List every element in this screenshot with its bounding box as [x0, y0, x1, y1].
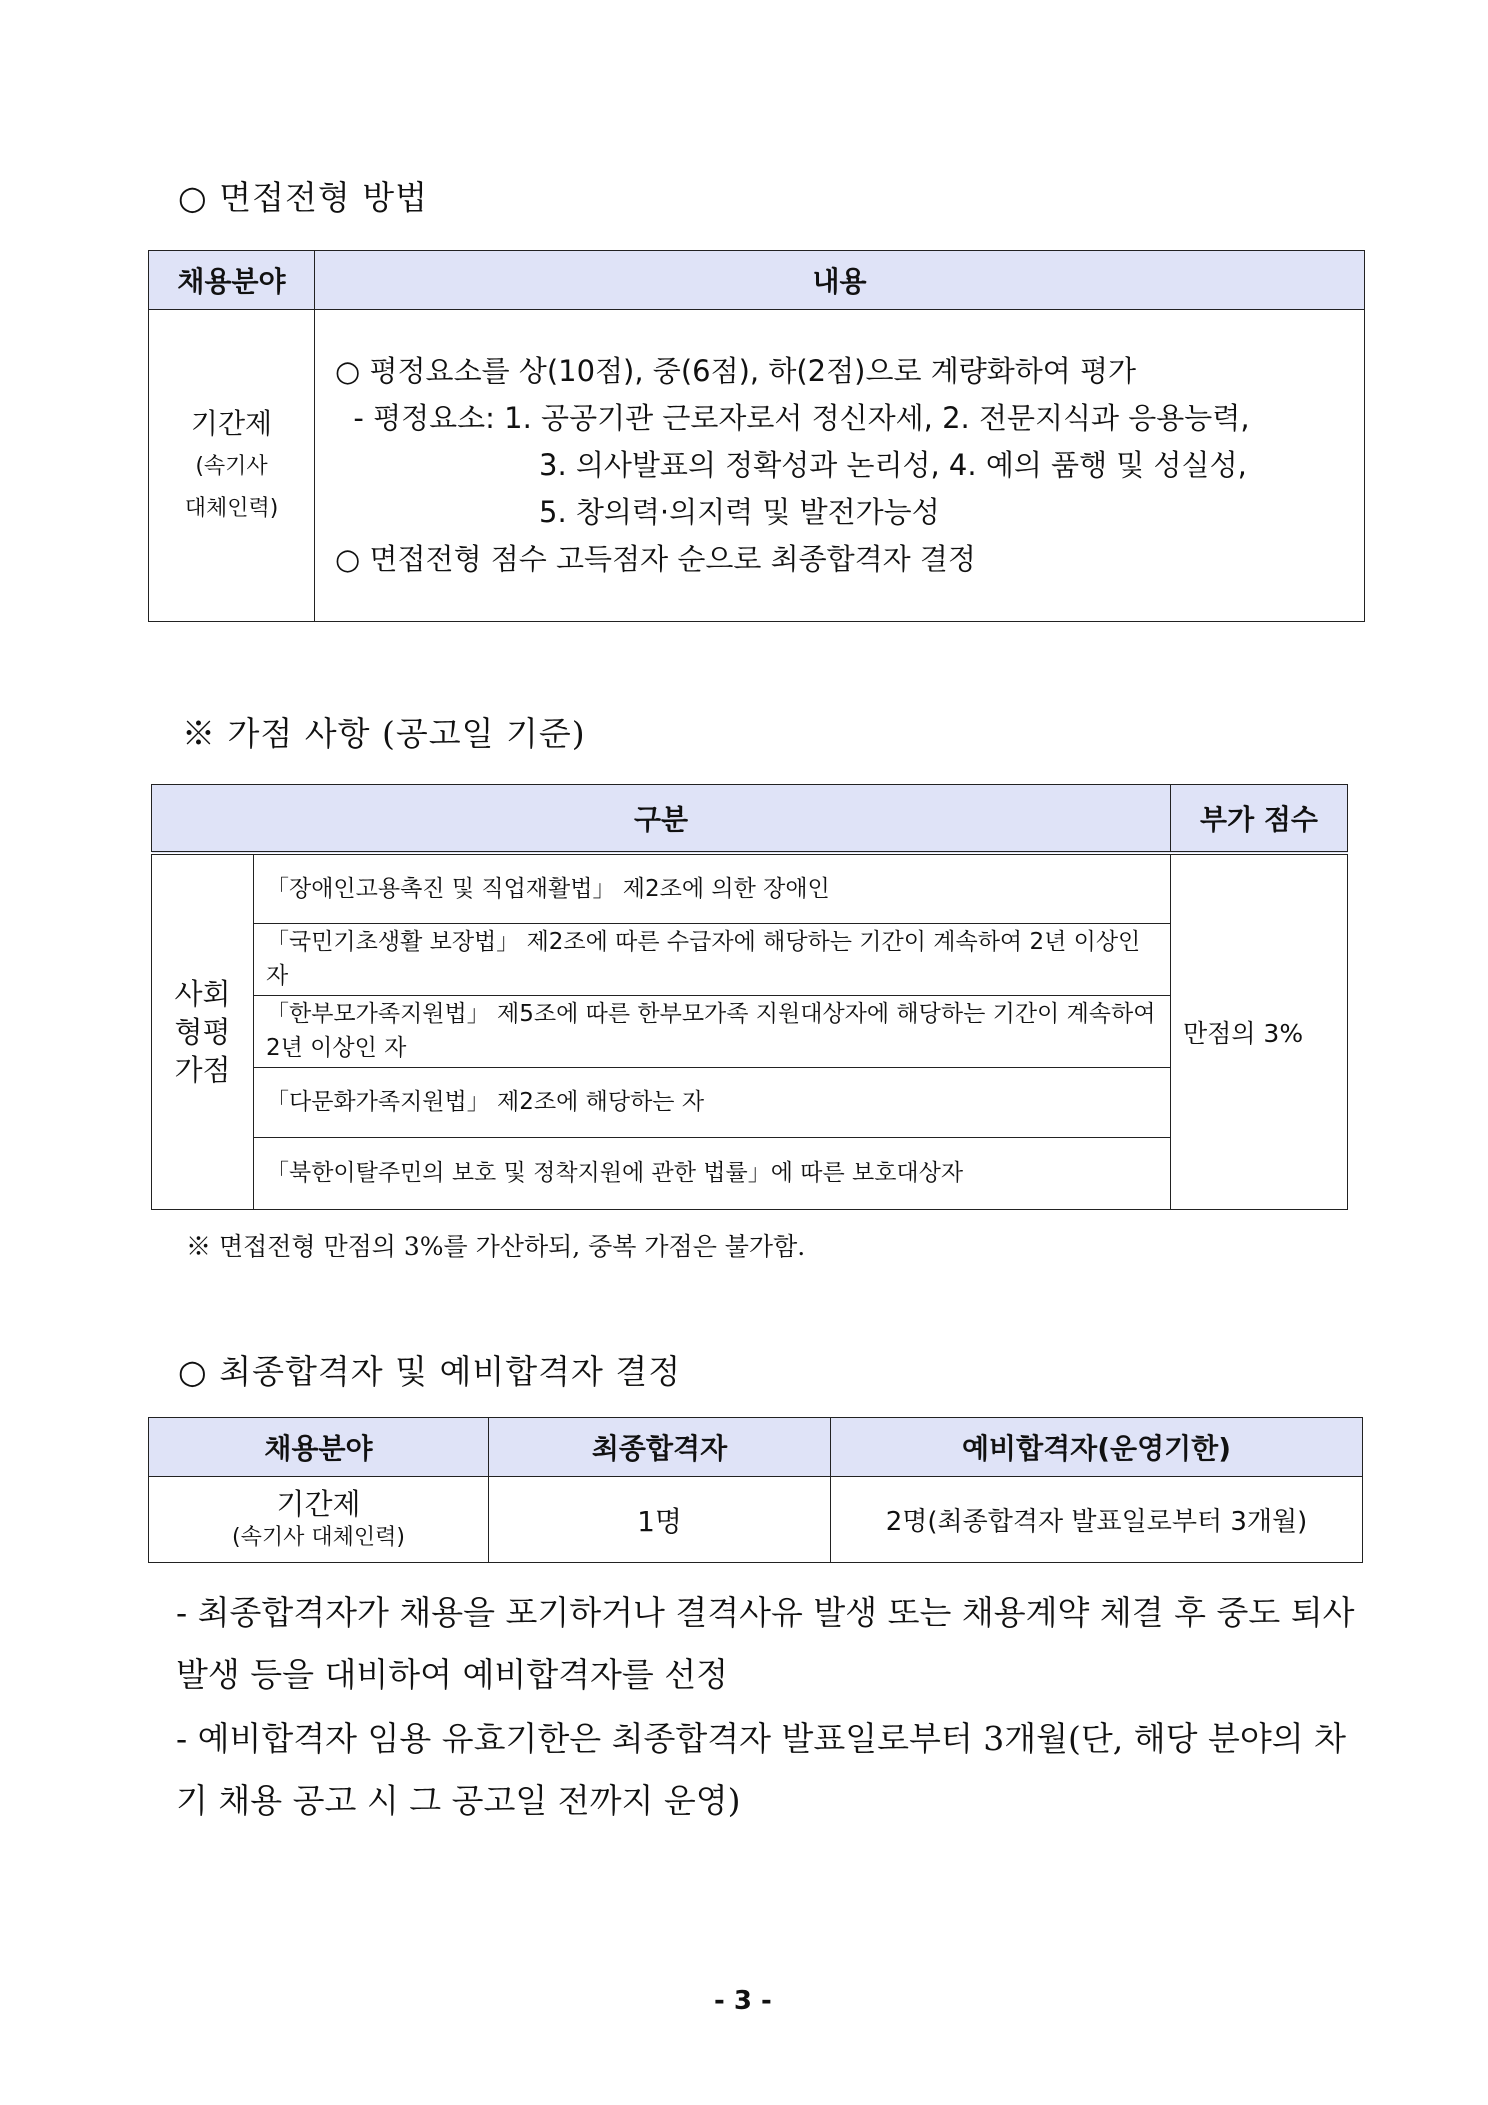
bonus-item-3: 「한부모가족지원법」 제5조에 따른 한부모가족 지원대상자에 해당하는 기간이 계속하여 2년 이상인 자 — [254, 995, 1171, 1067]
page-number: - 3 - — [714, 1986, 772, 2016]
points-cell: 만점의 3% — [1171, 853, 1348, 1209]
bonus-item-4: 「다문화가족지원법」 제2조에 해당하는 자 — [254, 1067, 1171, 1137]
field-cell — [149, 1477, 489, 1563]
header-field: 채용분야 — [149, 251, 315, 310]
content-cell — [315, 310, 1365, 622]
content-line-2: - 평정요소: 1. 공공기관 근로자로서 정신자세, 2. 전문지식과 응용능력, — [335, 401, 1250, 435]
section-heading-bonus: ※ 가점 사항 (공고일 기준) — [182, 714, 586, 753]
header-category: 구분 — [152, 785, 1171, 854]
field-main: 기간제 — [276, 1486, 361, 1521]
header-field: 채용분야 — [149, 1418, 489, 1477]
header-points: 부가 점수 — [1171, 785, 1348, 854]
bonus-item-2: 「국민기초생활 보장법」 제2조에 따른 수급자에 해당하는 기간이 계속하여 2년 이상인 자 — [254, 923, 1171, 995]
bonus-item-5: 「북한이탈주민의 보호 및 정착지원에 관한 법률」에 따른 보호대상자 — [254, 1137, 1171, 1209]
content-line-3: 3. 의사발표의 정확성과 논리성, 4. 예의 품행 및 성실성, — [539, 448, 1247, 482]
field-sub2: 대체인력) — [184, 495, 279, 521]
field-cell — [149, 310, 315, 622]
bonus-note: ※ 면접전형 만점의 3%를 가산하되, 중복 가점은 불가함. — [186, 1232, 806, 1261]
field-main: 기간제 — [190, 406, 273, 440]
group-label: 사회 형평 가점 — [152, 853, 254, 1209]
field-sub1: (속기사 — [195, 453, 268, 479]
final-table — [148, 1417, 1363, 1563]
reserve-text: 2명(최종합격자 발표일로부터 3개월) — [831, 1477, 1363, 1563]
field-sub: (속기사 대체인력) — [232, 1524, 405, 1550]
header-reserve: 예비합격자(운영기한) — [831, 1418, 1363, 1477]
interview-method-table — [148, 250, 1365, 622]
content-line-1: ○ 평정요소를 상(10점), 중(6점), 하(2점)으로 계량화하여 평가 — [335, 354, 1137, 388]
bonus-item-1: 「장애인고용촉진 및 직업재활법」 제2조에 의한 장애인 — [254, 853, 1171, 923]
bonus-table — [151, 784, 1348, 1210]
content-line-5: ○ 면접전형 점수 고득점자 순으로 최종합격자 결정 — [335, 542, 976, 576]
final-count: 1명 — [489, 1477, 831, 1563]
section-heading-interview-method: ○ 면접전형 방법 — [178, 178, 429, 217]
bullet-2: - 예비합격자 임용 유효기한은 최종합격자 발표일로부터 3개월(단, 해당 분야의 차기 채용 공고 시 그 공고일 전까지 운영) — [176, 1719, 1347, 1820]
header-final: 최종합격자 — [489, 1418, 831, 1477]
content-line-4: 5. 창의력·의지력 및 발전가능성 — [539, 495, 940, 529]
bullet-1: - 최종합격자가 채용을 포기하거나 결격사유 발생 또는 채용계약 체결 후 중도 퇴사 발생 등을 대비하여 예비합격자를 선정 — [176, 1593, 1355, 1694]
header-content: 내용 — [315, 251, 1365, 310]
section-heading-final: ○ 최종합격자 및 예비합격자 결정 — [178, 1352, 682, 1391]
